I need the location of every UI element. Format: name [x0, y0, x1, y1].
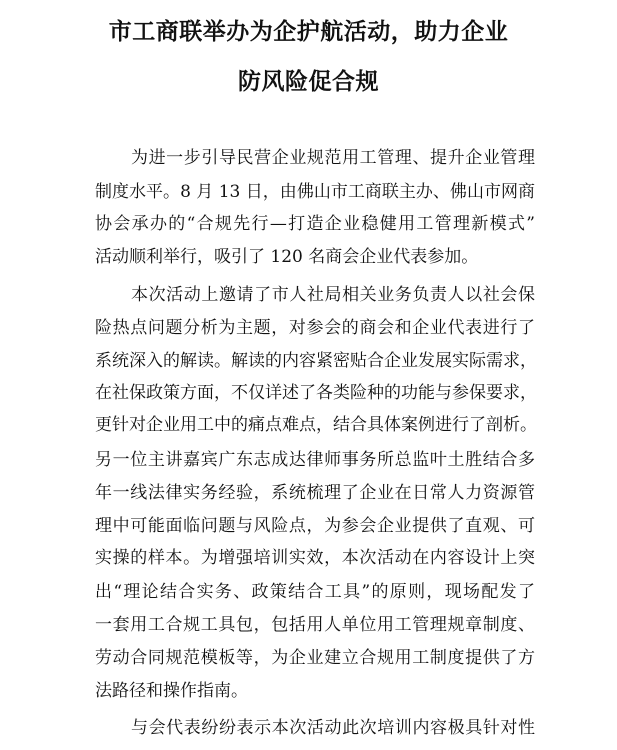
title-line-1: 市工商联举办为企护航活动，助力企业: [108, 18, 509, 45]
paragraph-2-line-4: 在社保政策方面，不仅详述了各类险种的功能与参保要求，: [95, 383, 537, 403]
paragraph-1-line-2: 制度水平。8 月 13 日，由佛山市工商联主办、佛山市网商: [95, 182, 535, 202]
paragraph-3-line-1: 与会代表纷纷表示本次活动此次培训内容极具针对性: [131, 718, 535, 738]
paragraph-1-line-4: 活动顺利举行，吸引了 120 名商会企业代表参加。: [95, 247, 479, 267]
paragraph-1-line-3: 协会承办的“合规先行—打造企业稳健用工管理新模式”: [95, 214, 535, 234]
paragraph-2-line-8: 理中可能面临问题与风险点，为参会企业提供了直观、可: [95, 516, 535, 536]
paragraph-2-line-7: 年一线法律实务经验，系统梳理了企业在日常人力资源管: [95, 483, 535, 503]
paragraph-2-line-2: 险热点问题分析为主题，对参会的商会和企业代表进行了: [95, 318, 535, 338]
paragraph-2-line-3: 系统深入的解读。解读的内容紧密贴合企业发展实际需求，: [95, 351, 537, 371]
title-line-2: 防风险促合规: [238, 68, 379, 95]
paragraph-2-line-11: 一套用工合规工具包，包括用人单位用工管理规章制度、: [95, 615, 535, 635]
paragraph-2-line-13: 法路径和操作指南。: [95, 681, 248, 701]
paragraph-2-line-6: 另一位主讲嘉宾广东志成达律师事务所总监叶土胜结合多: [95, 450, 535, 470]
paragraph-2-line-9: 实操的样本。为增强培训实效，本次活动在内容设计上突: [95, 548, 535, 568]
paragraph-2-line-5: 更针对企业用工中的痛点难点，结合具体案例进行了剖析。: [95, 415, 537, 435]
paragraph-2-line-12: 劳动合同规范模板等，为企业建立合规用工制度提供了方: [95, 648, 535, 668]
paragraph-1-line-1: 为进一步引导民营企业规范用工管理、提升企业管理: [131, 148, 535, 168]
paragraph-2-line-1: 本次活动上邀请了市人社局相关业务负责人以社会保: [131, 285, 535, 305]
paragraph-2-line-10: 出“理论结合实务、政策结合工具”的原则，现场配发了: [95, 582, 535, 602]
